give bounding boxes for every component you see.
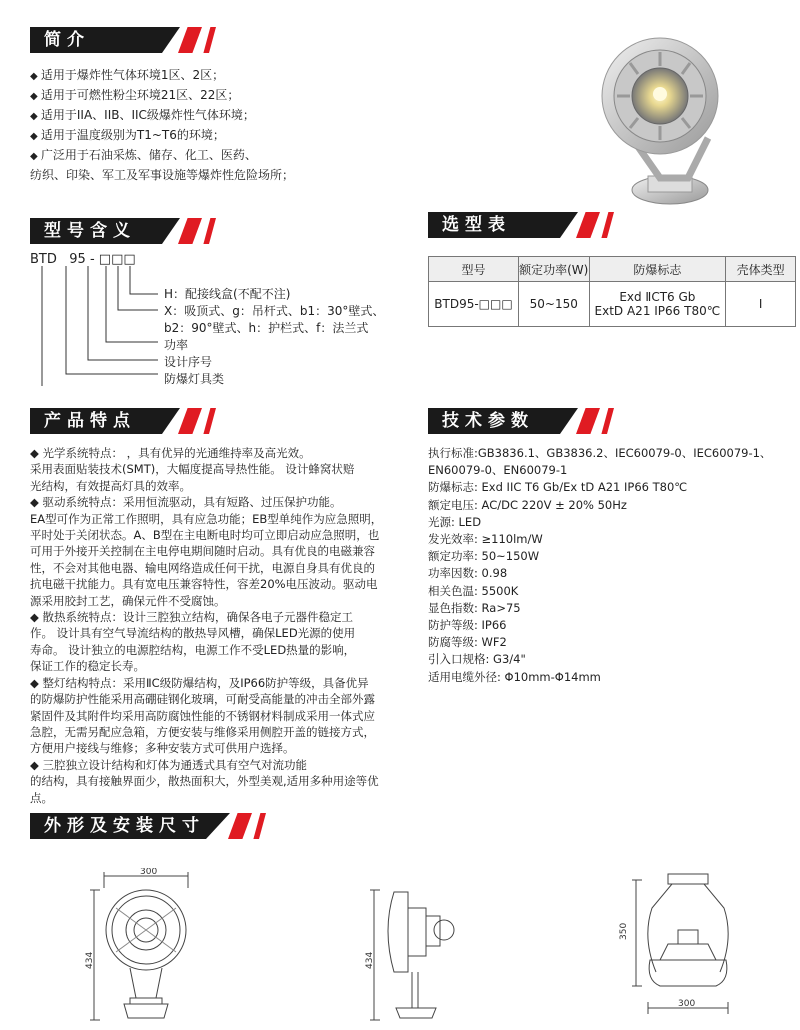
mark-line: ExtD A21 IP66 T80℃	[594, 304, 721, 318]
section-title: 简介	[44, 30, 90, 50]
feature-line: 性，不会对其他电器、输电网络造成任何干扰，电源自身具有优良的	[30, 560, 375, 575]
feature-line: ◆ 驱动系统特点：采用恒流驱动，具有短路、过压保护功能。	[30, 495, 342, 510]
column-header: 防爆标志	[589, 257, 726, 282]
param-line: 适用电缆外径: Φ10mm-Φ14mm	[428, 669, 601, 684]
column-header: 额定功率(W)	[518, 257, 589, 282]
mark-line: Exd ⅡCT6 Gb	[619, 290, 696, 304]
side-view-drawing	[360, 868, 470, 1028]
section-title: 型号含义	[44, 221, 136, 241]
feature-line: 抗电磁干扰能力。具有宽电压兼容特性，容差20%电压波动。驱动电	[30, 577, 378, 592]
list-item: ◆ 广泛用于石油采炼、储存、化工、医药、	[30, 146, 410, 166]
param-line: 显色指数: Ra>75	[428, 600, 521, 615]
dim-label: 350	[619, 922, 629, 940]
section-header-dimensions	[30, 813, 270, 839]
section-header-model	[30, 218, 220, 244]
param-line: 额定功率: 50~150W	[428, 549, 540, 564]
section-header-tech	[428, 408, 618, 434]
features-text	[30, 445, 420, 806]
feature-line: 源采用胶封工艺，确保元件不受腐蚀。	[30, 593, 226, 608]
param-line: 相关色温: 5500K	[428, 583, 519, 598]
feature-line: ◆ 整灯结构特点：采用ⅡC级防爆结构，及IP66防护等级，具备优异	[30, 675, 369, 690]
list-item: ◆ 适用于IIA、IIB、IIC级爆炸性气体环境；	[30, 106, 410, 126]
column-header: 型号	[429, 257, 519, 282]
model-boxes: □□□	[98, 252, 136, 267]
param-line: 额定电压: AC/DC 220V ± 20% 50Hz	[428, 497, 627, 512]
feature-line: 采用表面贴装技术(SMT)，大幅度提高导热性能。 设计蜂窝状赔	[30, 462, 355, 477]
model-line: X：吸顶式、g：吊杆式、b1：30°壁式、	[164, 304, 385, 318]
table-cell: BTD95-□□□	[429, 282, 519, 327]
feature-line: 可用于外接开关控制在主电停电期间随时启动。具有优良的电磁兼容	[30, 544, 375, 559]
model-line: 功率	[164, 338, 189, 352]
param-line: 防护等级: IP66	[428, 618, 507, 633]
product-photo	[590, 18, 740, 210]
feature-line: 紧固件及其附件均采用高防腐蚀性能的不锈钢材料制成采用一体式应	[30, 708, 375, 723]
list-item: ◆ 适用于可燃性粉尘环境21区、22区；	[30, 86, 410, 106]
list-item: 纺织、印染、军工及军事设施等爆炸性危险场所；	[30, 168, 295, 182]
param-line: 引入口规格: G3/4"	[428, 652, 526, 667]
param-line: 发光效率: ≥110lm/W	[428, 532, 543, 547]
feature-line: EA型可作为正常工作照明，具有应急功能；EB型单纯作为应急照明，	[30, 511, 383, 526]
section-header-intro	[30, 27, 220, 53]
model-line: 设计序号	[164, 355, 213, 369]
feature-line: 光结构，有效提高灯具的效率。	[30, 478, 191, 493]
table-cell	[589, 282, 726, 327]
feature-line: 急腔，无需另配应急箱，方便安装与维修采用侧腔开盖的链接方式，	[30, 724, 375, 739]
table-cell: Ⅰ	[726, 282, 796, 327]
intro-list	[30, 66, 410, 184]
feature-line: 的结构，具有接触界面少，散热面积大，外型美观,适用多种用途等优	[30, 774, 379, 789]
column-header: 壳体类型	[726, 257, 796, 282]
model-line: 防爆灯具类	[164, 372, 225, 386]
section-header-features	[30, 408, 220, 434]
param-line: 防爆标志: Exd IIC T6 Gb/Ex tD A21 IP66 T80℃	[428, 480, 688, 495]
param-line: 功率因数: 0.98	[428, 566, 508, 581]
param-line: 执行标准:GB3836.1、GB3836.2、IEC60079-0、IEC60079-1、	[428, 446, 772, 460]
dim-label: 300	[678, 999, 696, 1009]
selection-table	[428, 256, 796, 327]
feature-line: 平时处于关闭状态。A、B型在主电断电时均可立即启动应急照明，也	[30, 528, 380, 543]
list-item: ◆ 适用于爆炸性气体环境1区、2区；	[30, 66, 410, 86]
dim-label: 434	[85, 951, 95, 969]
feature-line: 的防爆防护性能采用高硼硅钢化玻璃，可耐受高能量的冲击全部外露	[30, 692, 375, 707]
tech-params	[428, 445, 798, 686]
model-line: b2：90°壁式、h：护栏式、f：法兰式	[164, 321, 369, 335]
section-title: 技术参数	[442, 411, 534, 431]
model-series: 95 -	[69, 252, 95, 267]
table-header-row	[429, 257, 796, 282]
feature-line: 作。 设计具有空气导流结构的散热导风槽，确保LED光源的使用	[30, 626, 356, 641]
list-item: ◆ 适用于温度级别为T1~T6的环境；	[30, 126, 410, 146]
feature-line: ◆ 光学系统特点： ，具有优异的光通维持率及高光效。	[30, 446, 311, 460]
feature-line: 方便用户接线与维修；多种安装方式可供用户选择。	[30, 741, 295, 756]
feature-line: 保证工作的稳定长寿。	[30, 659, 145, 674]
section-title: 选型表	[442, 215, 511, 235]
feature-line: 寿命。 设计独立的电源腔结构，电源工作不受LED热量的影响，	[30, 642, 356, 657]
model-tree-lines	[30, 266, 170, 386]
section-title: 产品特点	[44, 411, 136, 431]
section-title: 外形及安装尺寸	[44, 816, 205, 836]
model-prefix: BTD	[30, 252, 57, 267]
feature-line: ◆ 散热系统特点：设计三腔独立结构，确保各电子元器件稳定工	[30, 610, 353, 625]
table-row	[429, 282, 796, 327]
hanging-view-drawing	[612, 868, 762, 1028]
feature-line: 点。	[30, 790, 53, 805]
param-line: 防腐等级: WF2	[428, 635, 507, 650]
model-line: H：配接线盒(不配不注)	[164, 287, 291, 301]
table-cell: 50~150	[518, 282, 589, 327]
param-line: 光源: LED	[428, 514, 482, 529]
section-header-selection	[428, 212, 618, 238]
front-view-drawing	[80, 868, 210, 1028]
dim-label: 434	[365, 951, 375, 969]
dim-label: 300	[140, 868, 158, 877]
feature-line: ◆ 三腔独立设计结构和灯体为通透式具有空气对流功能	[30, 757, 307, 772]
param-line: EN60079-0、EN60079-1	[428, 463, 568, 478]
